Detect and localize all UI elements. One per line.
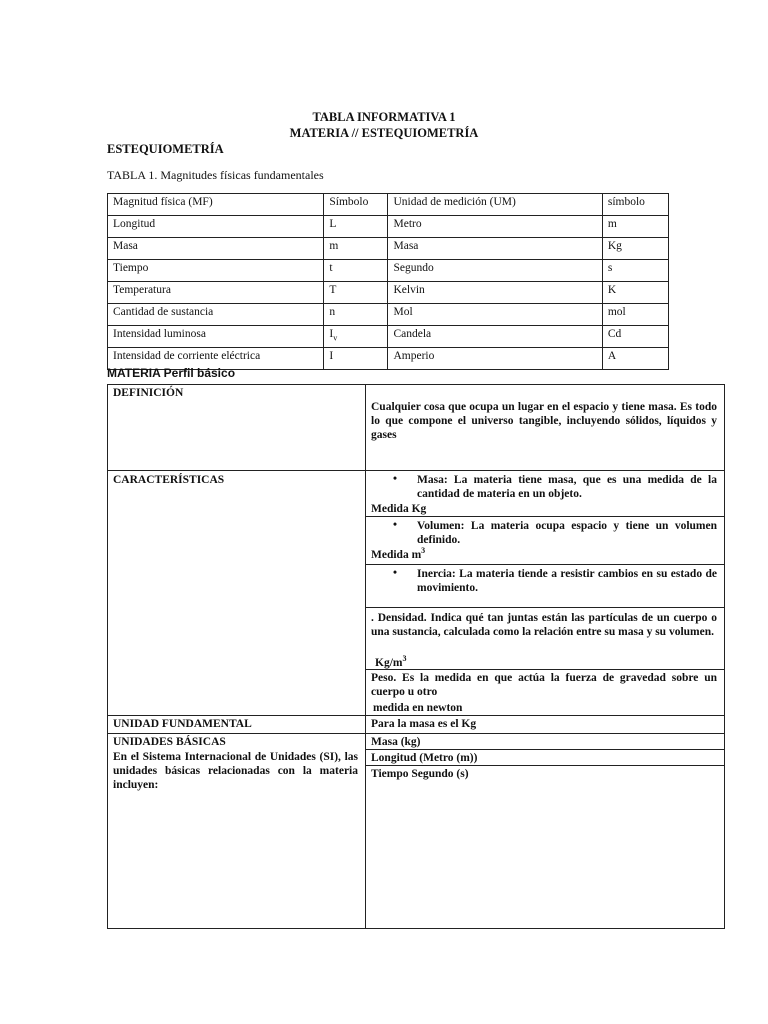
table-header-row: [108, 194, 669, 216]
table-cell: K: [602, 282, 668, 304]
row-separator: [365, 516, 725, 517]
table-row: [108, 326, 669, 348]
materia-heading: MATERIA Perfil básico: [107, 366, 236, 380]
row-separator: [107, 470, 725, 471]
table-cell: A: [602, 348, 668, 370]
densidad-exponent: 3: [402, 654, 407, 664]
table-cell: Masa: [388, 238, 602, 260]
unidad-longitud: Longitud (Metro (m)): [371, 752, 478, 764]
table-cell: s: [602, 260, 668, 282]
unidad-tiempo: Tiempo Segundo (s): [371, 768, 469, 780]
definicion-label: DEFINICIÓN: [113, 387, 184, 399]
table-row: [108, 260, 669, 282]
document-title: TABLA INFORMATIVA 1: [312, 110, 456, 124]
magnitudes-table: [107, 193, 669, 370]
table1-caption: TABLA 1. Magnitudes físicas fundamentales: [107, 168, 324, 182]
table-cell: Masa: [108, 238, 324, 260]
row-separator: [365, 564, 725, 565]
table-cell: L: [324, 216, 388, 238]
table-cell: Intensidad luminosa: [108, 326, 324, 348]
volumen-medida-text: Medida m: [371, 549, 422, 561]
document-subtitle: MATERIA // ESTEQUIOMETRÍA: [289, 126, 479, 140]
subscript: v: [333, 333, 338, 343]
table-cell: Cantidad de sustancia: [108, 304, 324, 326]
masa-medida: Medida Kg: [371, 503, 427, 515]
densidad-text: . Densidad. Indica qué tan juntas están las partículas de un cuerpo o una sustancia, calculada como la relación entre su masa y su volumen.: [371, 612, 717, 638]
section-heading: ESTEQUIOMETRÍA: [107, 142, 224, 156]
table-cell: m: [602, 216, 668, 238]
table-cell: T: [324, 282, 388, 304]
table-border: [107, 384, 108, 929]
table-cell: Cd: [602, 326, 668, 348]
table-cell: t: [324, 260, 388, 282]
table-cell: Amperio: [388, 348, 602, 370]
table-cell: Candela: [388, 326, 602, 348]
row-separator: [107, 715, 725, 716]
table-row: [108, 216, 669, 238]
table-cell: n: [324, 304, 388, 326]
table-border: [724, 384, 725, 929]
peso-medida: medida en newton: [373, 702, 463, 714]
table-cell: m: [324, 238, 388, 260]
table-row: [108, 238, 669, 260]
table-cell: Kelvin: [388, 282, 602, 304]
table-row: [108, 282, 669, 304]
row-separator: [107, 733, 725, 734]
table-divider: [365, 384, 366, 929]
table-cell: Metro: [388, 216, 602, 238]
unidad-fundamental-value: Para la masa es el Kg: [371, 718, 477, 730]
table-border: [107, 928, 725, 929]
row-separator: [365, 607, 725, 608]
table-cell: Segundo: [388, 260, 602, 282]
row-separator: [365, 765, 725, 766]
table-cell: Tiempo: [108, 260, 324, 282]
table-cell: Intensidad de corriente eléctrica: [108, 348, 324, 370]
unidad-masa: Masa (kg): [371, 736, 421, 748]
table-cell: Temperatura: [108, 282, 324, 304]
table-row: [108, 304, 669, 326]
table-border: [107, 384, 725, 385]
table-header-cell: Magnitud física (MF): [108, 194, 324, 216]
table-cell: Mol: [388, 304, 602, 326]
table-header-cell: Símbolo: [324, 194, 388, 216]
materia-table: [107, 384, 725, 929]
row-separator: [365, 749, 725, 750]
row-separator: [365, 669, 725, 670]
table-cell: $I_v$: [324, 326, 388, 348]
densidad-unit-text: Kg/m: [375, 657, 403, 669]
volumen-text: Volumen: La materia ocupa espacio y tiene un volumen definido.: [417, 520, 717, 546]
bullet-icon: •: [393, 567, 398, 579]
unidad-fundamental-label: UNIDAD FUNDAMENTAL: [113, 718, 252, 730]
bullet-icon: •: [393, 519, 398, 531]
peso-text: Peso. Es la medida en que actúa la fuerza de gravedad sobre un cuerpo u otro: [371, 672, 717, 698]
unidades-basicas-label: UNIDADES BÁSICAS: [113, 736, 226, 748]
table-cell: mol: [602, 304, 668, 326]
volumen-medida: [371, 548, 425, 562]
definicion-text: Cualquier cosa que ocupa un lugar en el espacio y tiene masa. Es todo lo que compone el universo tangible, incluyendo sólidos, líquidos y gases: [371, 401, 717, 441]
table-header-cell: Unidad de medición (UM): [388, 194, 602, 216]
table-cell: Kg: [602, 238, 668, 260]
caracteristicas-label: CARACTERÍSTICAS: [113, 474, 225, 486]
unidades-basicas-text: En el Sistema Internacional de Unidades (SI), las unidades básicas relacionadas con la materia incluyen:: [113, 751, 358, 791]
densidad-unit: [375, 656, 406, 670]
bullet-icon: •: [393, 473, 398, 485]
volumen-exponent: 3: [421, 546, 426, 556]
inercia-text: Inercia: La materia tiende a resistir cambios en su estado de movimiento.: [417, 568, 717, 594]
masa-text: Masa: La materia tiene masa, que es una medida de la cantidad de materia en un objeto.: [417, 474, 717, 500]
table-header-cell: símbolo: [602, 194, 668, 216]
table-cell: Longitud: [108, 216, 324, 238]
table-cell: I: [324, 348, 388, 370]
